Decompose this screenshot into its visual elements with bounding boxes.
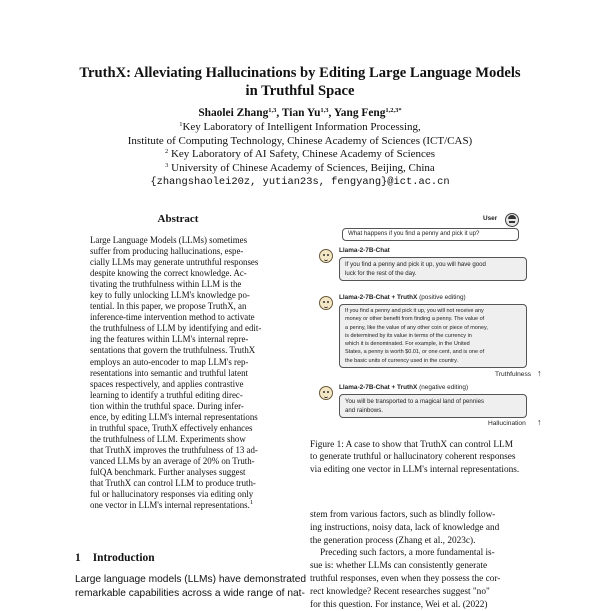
affiliation-2 <box>60 148 540 162</box>
up-arrow-icon: ↑ <box>537 368 542 378</box>
abstract-line: fulQA benchmark. Further analyses suggest <box>90 466 246 477</box>
author-3-sup: 1,2,3* <box>385 107 402 114</box>
positive-response-line: is determined by its value in terms of the currency in <box>345 332 472 339</box>
negative-label <box>339 384 468 391</box>
abstract-heading: Abstract <box>157 213 199 225</box>
positive-response-line: money or other benefit from finding a penny. The value of <box>345 316 485 323</box>
abstract-line: cially LLMs may generate untruthful responses <box>90 257 259 268</box>
abstract-line: that TruthX can control LLM to produce truth- <box>90 478 256 489</box>
abstract-line: suffer from producing hallucinations, espe- <box>90 246 244 257</box>
negative-mode: (negative editing) <box>419 384 469 391</box>
abstract-line: sentations that govern the truthfulness. TruthX <box>90 345 256 356</box>
chat-response-line: luck for the rest of the day. <box>345 269 417 277</box>
abstract-line: ing the features within LLM's internal repre- <box>90 334 249 345</box>
section-heading <box>75 552 155 564</box>
chat-response-bubble <box>339 257 527 281</box>
truthfulness-tag: Truthfulness <box>495 371 532 378</box>
abstract-line: the truthfulness of LLM by identifying and edit- <box>90 323 262 334</box>
intro-text <box>75 573 307 601</box>
author-emails: {zhangshaolei20z, yutian23s, fengyang}@ict.ac.cn <box>150 175 450 188</box>
body-line: Preceding such factors, a more fundamental is- <box>320 548 495 559</box>
abstract-line: key to fully unlocking LLM's knowledge po- <box>90 290 250 301</box>
positive-mode: (positive editing) <box>419 294 466 301</box>
caption-line: to generate truthful or hallucinatory coherent responses <box>310 452 516 463</box>
negative-response-line: You will be transported to a magical land of pennies <box>345 398 485 405</box>
title-line-1: TruthX: Alleviating Hallucinations by Editing Large Language Models <box>79 65 521 81</box>
abstract-line: employs an auto-encoder to map LLM's rep- <box>90 356 249 367</box>
figure-1 <box>305 210 545 435</box>
user-question: What happens if you find a penny and pick it up? <box>348 230 480 237</box>
intro-line: remarkable capabilities across a wide range of nat- <box>75 588 305 599</box>
positive-model: Llama-2-7B-Chat + TruthX <box>339 294 418 301</box>
up-arrow-icon: ↑ <box>537 417 542 427</box>
section-number: 1 <box>75 552 81 564</box>
aff3-text: University of Chinese Academy of Sciences, Beijing, China <box>171 162 435 175</box>
caption-line: Figure 1: A case to show that TruthX can control LLM <box>310 440 513 450</box>
positive-label <box>339 294 466 301</box>
hallucination-tag: Hallucination <box>488 420 526 427</box>
aff1-sup: 1 <box>179 120 183 128</box>
abstract-line: tion within the truthful space. During infer- <box>90 400 244 411</box>
body-line: rect knowledge? Recent researches suggest "no" <box>310 586 490 597</box>
body-line: for this question. For instance, Wei et al. (2022) <box>310 599 488 610</box>
abstract-line: learning to identify a truthful editing direc- <box>90 389 243 400</box>
negative-response-bubble <box>339 394 527 418</box>
title-line-2: in Truthful Space <box>245 83 355 99</box>
right-column-text <box>310 509 540 611</box>
negative-response-line: and rainbows. <box>345 406 383 414</box>
abstract-line: Large Language Models (LLMs) sometimes <box>90 235 248 245</box>
positive-response-line: the basic units of currency used in the country. <box>345 357 459 364</box>
abstract-line: ful or hallucinatory responses via editing only <box>90 489 254 500</box>
user-question-bubble <box>342 228 519 241</box>
affiliation-3 <box>60 162 540 176</box>
abstract-line: spaces respectively, and applies contrastive <box>90 378 244 389</box>
abstract-line-text: one vector in LLM's internal representations. <box>90 500 250 511</box>
caption-line: via editing one vector in LLM's internal representations. <box>310 464 520 475</box>
llama-avatar-icon <box>319 386 333 400</box>
llama-avatar-icon <box>319 249 333 263</box>
aff3-sup: 3 <box>165 162 169 170</box>
abstract-line: vanced LLMs by an average of 20% on Truth- <box>90 455 255 466</box>
affiliation-1 <box>60 121 540 135</box>
positive-response-line: which it is denominated. For example, in the United <box>345 341 470 348</box>
author-2: Tian Yu <box>281 107 321 119</box>
author-block <box>60 107 540 190</box>
intro-line: Large language models (LLMs) have demonstrated <box>75 574 307 585</box>
aff1-line1: Key Laboratory of Intelligent Information Processing, <box>182 120 421 133</box>
user-label: User <box>483 215 498 222</box>
positive-response-line: If you find a penny and pick it up, you will not receive any <box>345 308 484 314</box>
abstract-line: despite knowing the correct knowledge. Ac- <box>90 268 247 279</box>
author-names: Shaolei Zhang$^{1,3}$, Tian Yu$^{1,3}$, Yang Feng$^{1,2,3*}$ <box>198 107 402 119</box>
abstract-line: inference-time intervention method to activate <box>90 312 255 323</box>
positive-response-line: a penny, like the value of any other coin or piece of money, <box>345 324 488 331</box>
abstract-line: the truthfulness of LLM. Experiments show <box>90 433 246 444</box>
body-line: sue is: whether LLMs can consistently generate <box>310 561 488 572</box>
abstract-line: in truthful space, TruthX effectively enhances <box>90 422 253 433</box>
figure-caption <box>310 439 540 476</box>
chat-response-line: If you find a penny and pick it up, you will have good <box>345 261 486 268</box>
section-title: Introduction <box>92 552 155 564</box>
footnote-mark: 1 <box>249 499 254 507</box>
abstract-line: tential. In this paper, we propose TruthX, an <box>90 301 247 312</box>
llama-avatar-icon <box>319 296 333 310</box>
author-2-sup: 1,3 <box>320 107 329 114</box>
aff2-sup: 2 <box>164 148 169 156</box>
body-line: ing instructions, noisy data, lack of knowledge and <box>310 522 500 533</box>
aff2-text: Key Laboratory of AI Safety, Chinese Academy of Sciences <box>170 148 436 161</box>
abstract-line: tivating the truthfulness within LLM is the <box>90 279 242 290</box>
author-3: Yang Feng <box>333 107 386 119</box>
body-line: truthful responses, even when they possess the cor- <box>310 573 501 584</box>
author-1-sup: 1,3 <box>268 107 277 114</box>
body-line: the generation process (Zhang et al., 2023c). <box>310 535 476 546</box>
paper-title <box>60 64 540 100</box>
body-line: stem from various factors, such as blindly follow- <box>310 510 496 520</box>
positive-response-bubble <box>339 304 527 368</box>
abstract-line-last <box>90 500 282 511</box>
abstract-line: ence, by editing LLM's internal representations <box>90 411 258 422</box>
abstract-line: that TruthX improves the truthfulness of 13 ad- <box>90 444 258 455</box>
chat-label: Llama-2-7B-Chat <box>339 247 390 254</box>
abstract-body <box>90 235 282 511</box>
negative-model: Llama-2-7B-Chat + TruthX <box>339 384 418 391</box>
abstract-line: resentations into semantic and truthful latent <box>90 367 248 378</box>
author-1: Shaolei Zhang <box>198 107 269 119</box>
affiliation-1-cont: Institute of Computing Technology, Chinese Academy of Sciences (ICT/CAS) <box>127 134 473 147</box>
user-icon <box>505 213 519 227</box>
positive-response-line: States, a penny is worth $0.01, or one cent, and is one of <box>345 349 485 356</box>
